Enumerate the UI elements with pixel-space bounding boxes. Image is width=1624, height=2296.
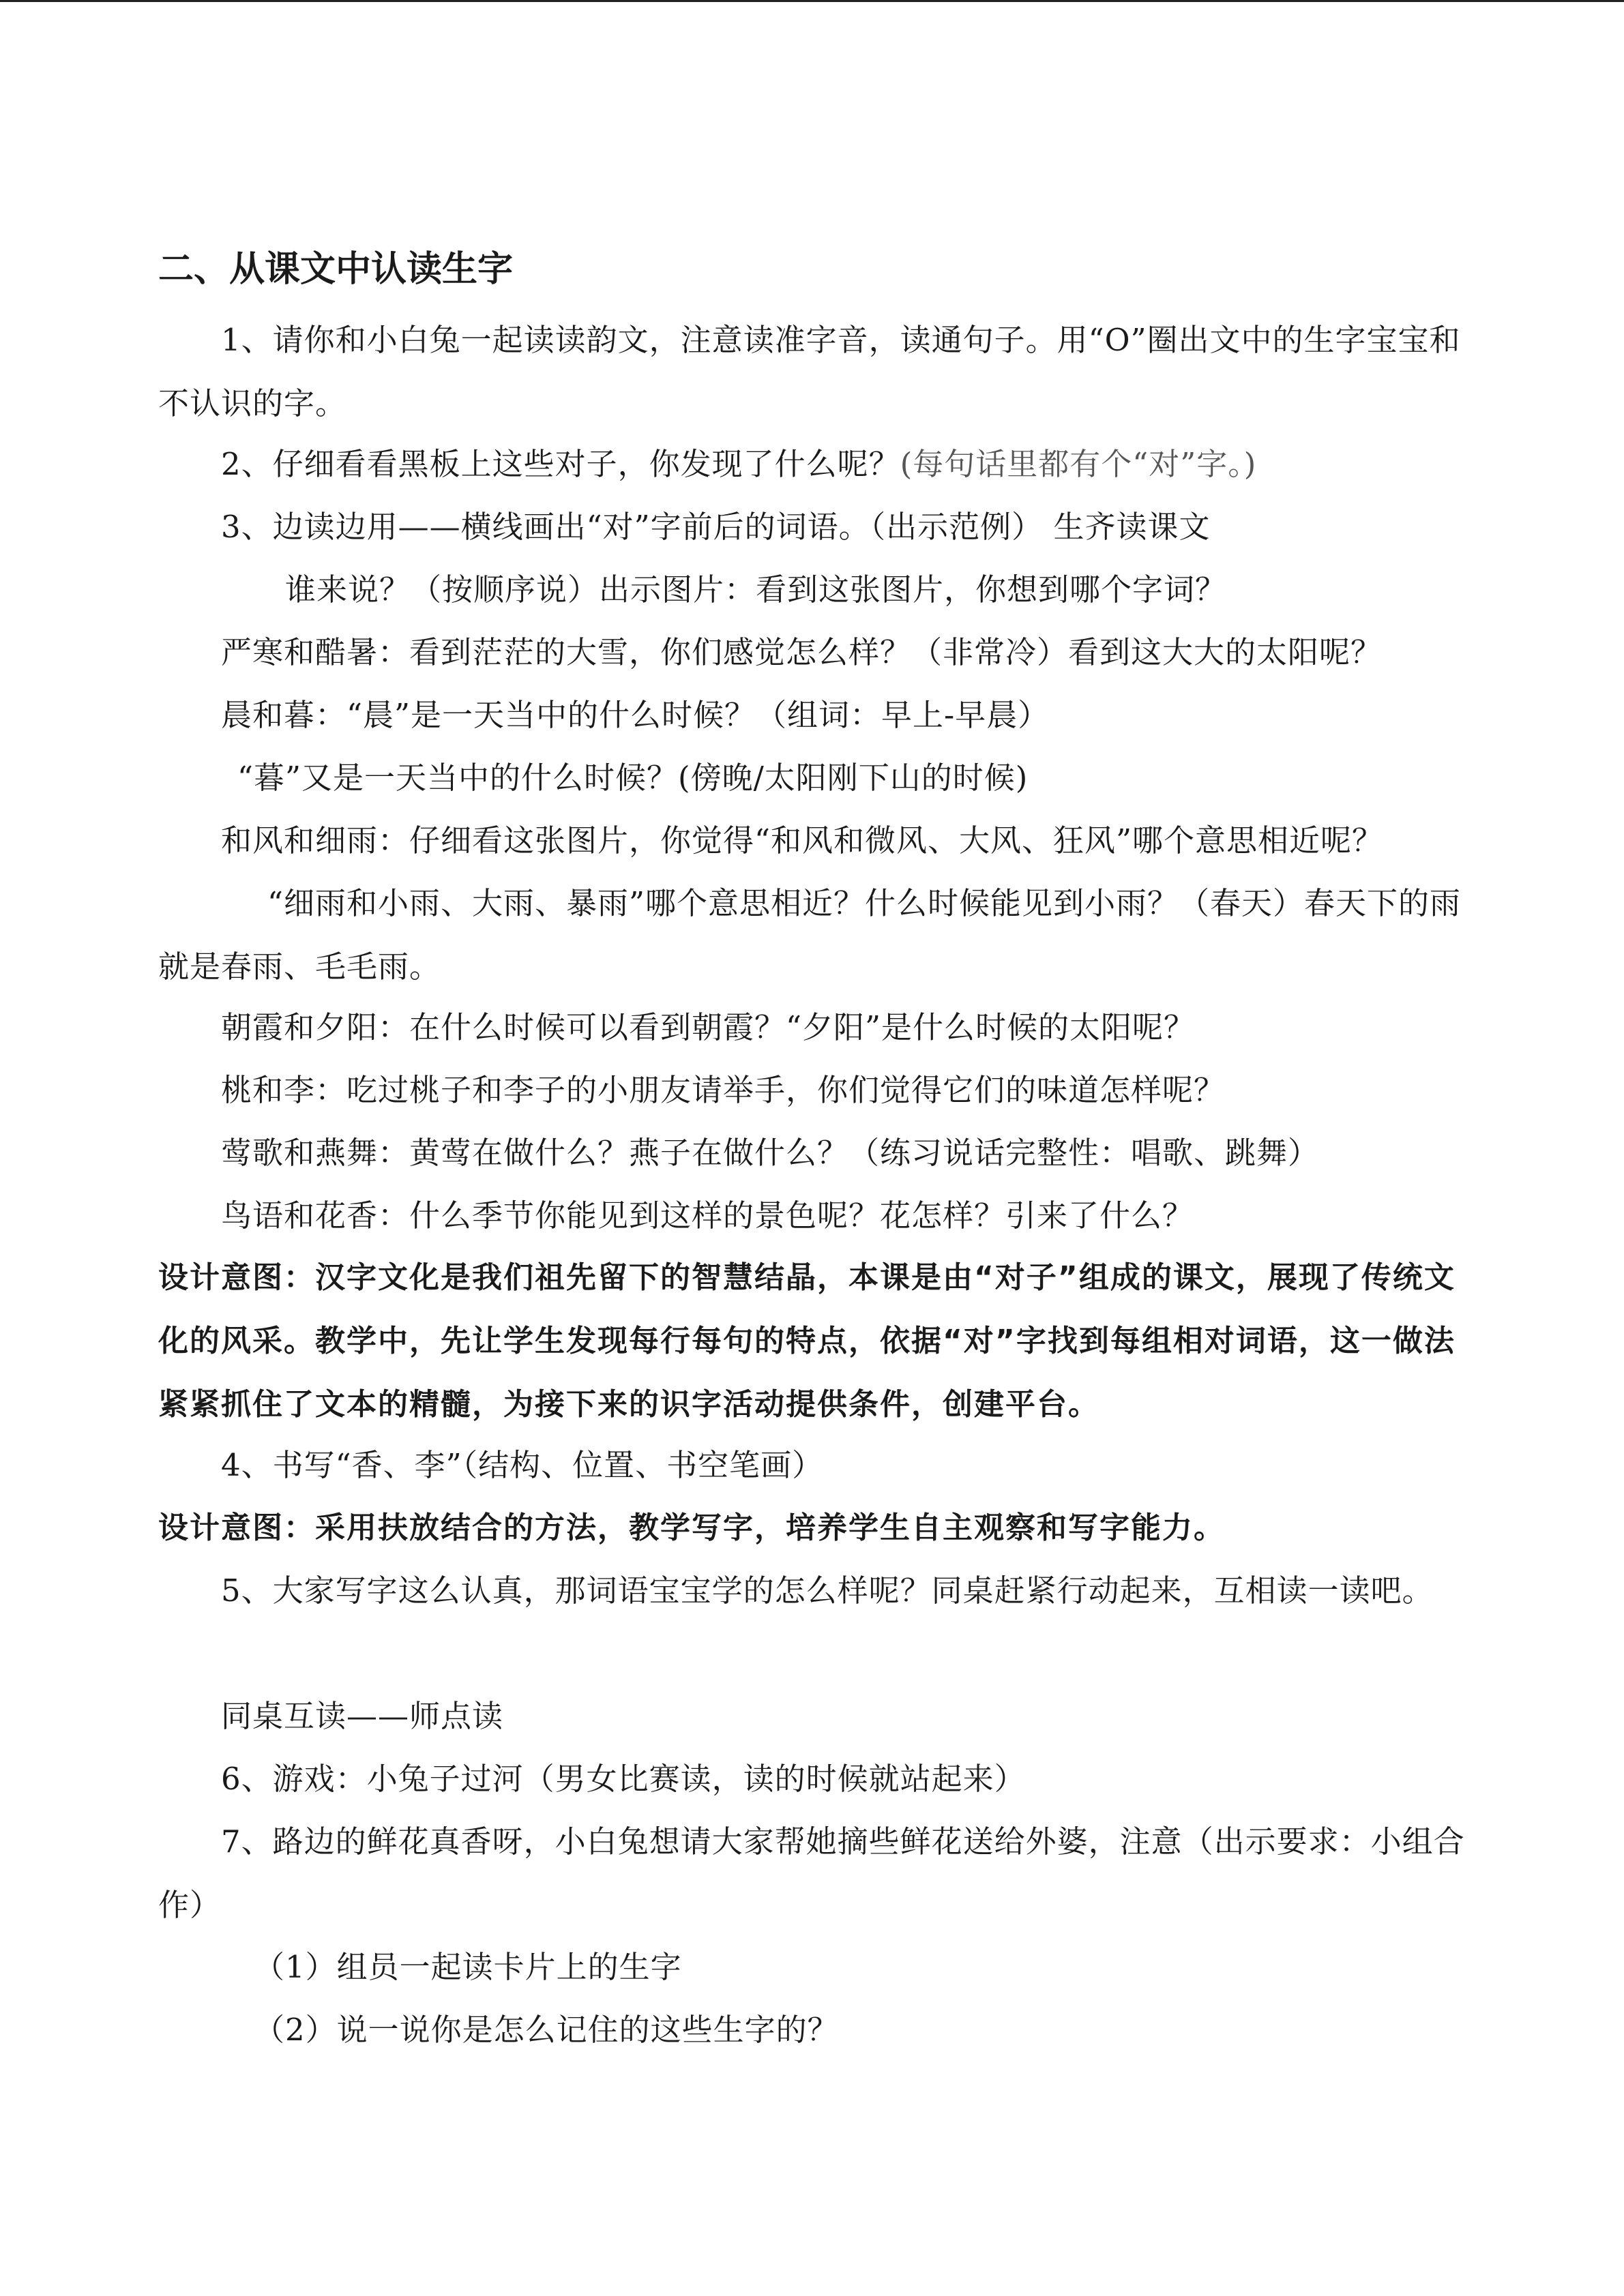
- design-intent-1: 设计意图：汉字文化是我们祖先留下的智慧结晶，本课是由“对子”组成的课文，展现了传统文化的风采。教学中，先让学生发现每行每句的特点，依据“对”字找到每组相对词语，这一做法紧紧抓住了文本的精髓，为接下来的识字活动提供条件，创建平台。: [158, 1260, 1456, 1422]
- paragraph-step-2: [221, 432, 1531, 496]
- paragraph-oriole-swallow: 莺歌和燕舞：黄莺在做什么？燕子在做什么？（练习说话完整性：唱歌、跳舞）: [221, 1135, 1320, 1171]
- paragraph-birds-flowers: 鸟语和花香：什么季节你能见到这样的景色呢？花怎样？引来了什么？: [221, 1197, 1194, 1234]
- step-2-answer: (每句话里都有个“对”字。): [900, 446, 1257, 482]
- paragraph-requirement-2: （2）说一说你是怎么记住的这些生字的？: [254, 2012, 839, 2048]
- paragraph-step-5: 5、大家写字这么认真，那词语宝宝学的怎么样呢？同桌赶紧行动起来，互相读一读吧。: [221, 1572, 1434, 1609]
- paragraph-dusk-meaning: “暮”又是一天当中的什么时候？(傍晚/太阳刚下山的时候): [237, 760, 1029, 796]
- paragraph-dawn-sunset: 朝霞和夕阳：在什么时候可以看到朝霞？“夕阳”是什么时候的太阳呢？: [221, 1009, 1196, 1045]
- paragraph-breeze-drizzle: 和风和细雨：仔细看这张图片，你觉得“和风和微风、大风、狂风”哪个意思相近呢？: [221, 822, 1384, 859]
- paragraph-step-6: 6、游戏：小兔子过河（男女比赛读，读的时候就站起来）: [221, 1761, 1026, 1797]
- top-border-line: [0, 0, 1624, 2]
- paragraph-severe-cold-heat: 严寒和酷暑：看到茫茫的大雪，你们感觉怎么样？（非常冷）看到这大大的太阳呢？: [221, 634, 1383, 670]
- step-2-question: 2、仔细看看黑板上这些对子，你发现了什么呢？: [221, 446, 900, 482]
- paragraph-step-4: 4、书写“香、李”（结构、位置、书空笔画）: [221, 1447, 824, 1483]
- section-heading: 二、从课文中认读生字: [158, 249, 514, 290]
- paragraph-step-7: 7、路边的鲜花真香呀，小白兔想请大家帮她摘些鲜花送给外婆，注意（出示要求：小组合作）: [158, 1823, 1465, 1923]
- paragraph-partner-reading: 同桌互读——师点读: [221, 1698, 504, 1734]
- paragraph-morning-dusk: 晨和暮：“晨”是一天当中的什么时候？（组词：早上-早晨）: [221, 697, 1050, 733]
- design-intent-2: 设计意图：采用扶放结合的方法，教学写字，培养学生自主观察和写字能力。: [158, 1510, 1225, 1545]
- paragraph-who-speaks: 谁来说？（按顺序说）出示图片：看到这张图片，你想到哪个字词？: [285, 571, 1227, 608]
- paragraph-requirement-1: （1）组员一起读卡片上的生字: [254, 1949, 682, 1985]
- paragraph-step-3: 3、边读边用——横线画出“对”字前后的词语。（出示范例） 生齐读课文: [221, 509, 1211, 545]
- paragraph-step-1: 1、请你和小白兔一起读读韵文，注意读准字音，读通句子。用“O”圈出文中的生字宝宝和不认识的字。: [158, 322, 1461, 421]
- paragraph-peach-plum: 桃和李：吃过桃子和李子的小朋友请举手，你们觉得它们的味道怎样呢？: [221, 1072, 1226, 1108]
- paragraph-drizzle-meaning: “细雨和小雨、大雨、暴雨”哪个意思相近？什么时候能见到小雨？（春天）春天下的雨就是春雨、毛毛雨。: [158, 885, 1462, 985]
